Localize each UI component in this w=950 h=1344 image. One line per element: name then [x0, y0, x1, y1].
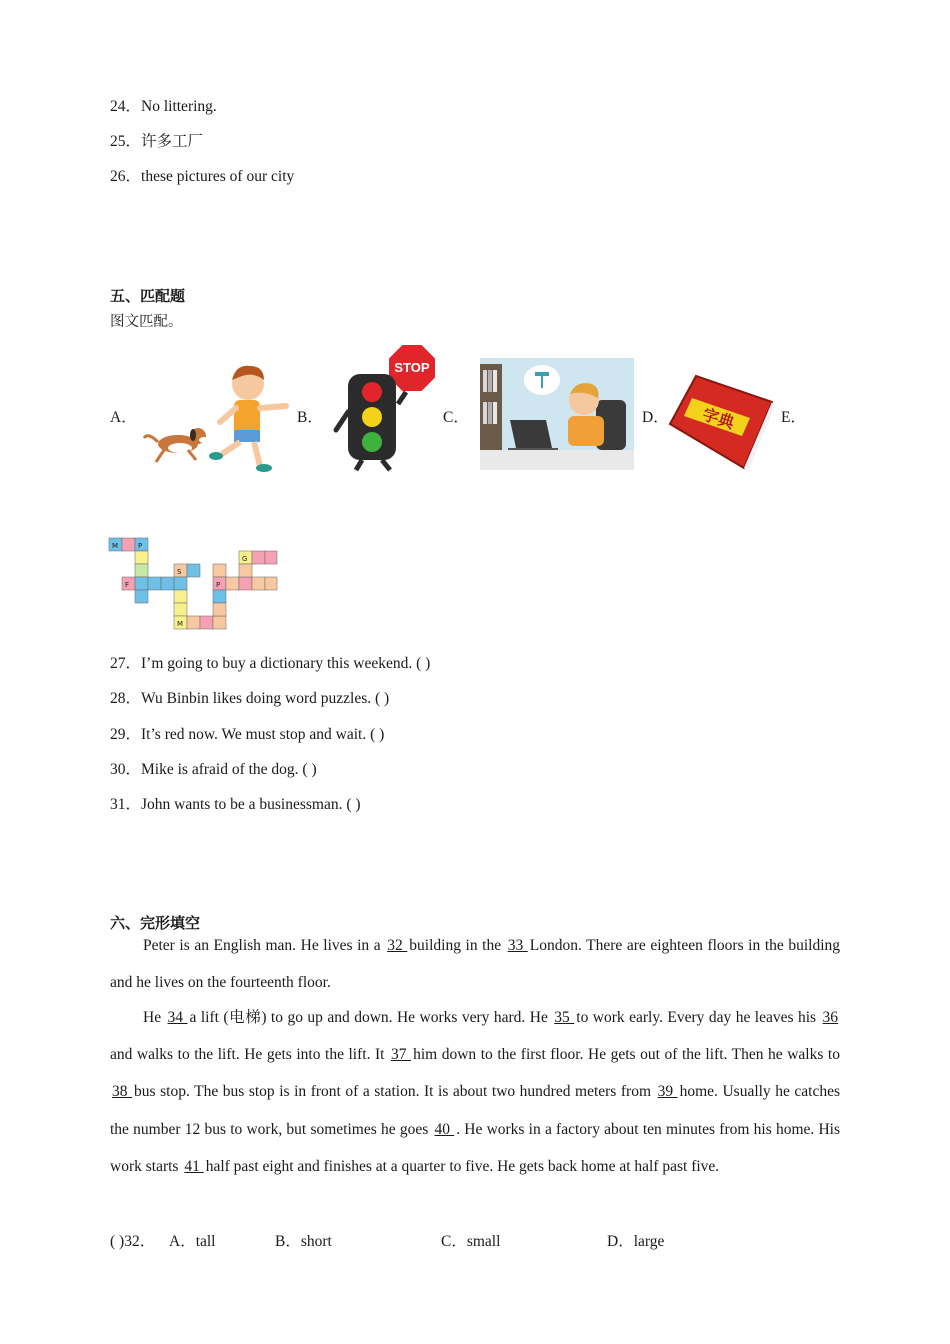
- q32-option-d[interactable]: D．large: [607, 1233, 665, 1250]
- blank-37[interactable]: 37: [391, 1046, 412, 1064]
- stop-sign-text: STOP: [394, 360, 430, 375]
- question-28: 28．Wu Binbin likes doing word puzzles. ( ): [110, 690, 390, 707]
- q32-option-a[interactable]: A．tall: [169, 1233, 216, 1250]
- item-26: 26．these pictures of our city: [110, 168, 295, 185]
- label-e: E．: [781, 409, 806, 426]
- dictionary-title: 字典: [700, 404, 737, 433]
- businessman-image: [480, 358, 634, 470]
- section5-instruction: 图文匹配。: [110, 314, 183, 330]
- section5-title: 五、匹配题: [110, 287, 186, 305]
- q32-option-c[interactable]: C．small: [441, 1233, 501, 1250]
- crossword-letter-g: G: [242, 555, 248, 563]
- dictionary-image: [668, 372, 776, 472]
- question-29: 29．It’s red now. We must stop and wait. ( ): [110, 726, 385, 743]
- cloze-paragraph-2: He 34 a lift (电梯) to go up and down. He works very hard. He 35 to work early. Every day he leaves his 36 and walks to the lift. He gets into the lift. It 37 him down to the first floor. He gets out of the lift. Then he walks to 38 bus stop. The bus stop is in front of a station. It is about two hundred meters from 39 home. Usually he catches the number 12 bus to work, but sometimes he goes 40 . He works in a factory about ten minutes from his home. His work starts 41 half past eight and finishes at a quarter to five. He gets back home at half past five.: [110, 1009, 841, 1175]
- dog-icon: [144, 428, 209, 462]
- label-a: A．: [110, 409, 137, 426]
- running-boy-icon: [209, 366, 286, 472]
- crossword-puzzle-image: [109, 538, 277, 630]
- speech-bubble-icon: [524, 365, 560, 395]
- blank-32[interactable]: 32: [387, 937, 408, 954]
- crossword-letter-p: P: [138, 542, 143, 550]
- q32-prefix: ( )32．: [110, 1233, 156, 1250]
- section6-title: 六、完形填空: [110, 914, 201, 932]
- blank-40[interactable]: 40: [434, 1120, 455, 1138]
- blank-35[interactable]: 35: [554, 1009, 575, 1026]
- crossword-icon: [109, 538, 277, 629]
- blank-38[interactable]: 38: [112, 1083, 133, 1101]
- label-d: D．: [642, 409, 669, 426]
- q32-option-b[interactable]: B．short: [275, 1233, 332, 1250]
- cloze-paragraph-1: Peter is an English man. He lives in a 32 building in the 33 London. There are eighteen floors in the building and he lives on the fourteenth floor.: [110, 937, 840, 992]
- question-30: 30．Mike is afraid of the dog. ( ): [110, 761, 317, 778]
- blank-41[interactable]: 41: [184, 1157, 204, 1175]
- label-c: C．: [443, 409, 469, 426]
- blank-39[interactable]: 39: [657, 1083, 678, 1101]
- item-24: 24．No littering.: [110, 98, 217, 115]
- dictionary-icon: [670, 376, 774, 472]
- crossword-letter-m2: M: [177, 620, 184, 628]
- crossword-letter-p2: P: [216, 581, 221, 589]
- bookshelf-icon: [480, 364, 502, 456]
- question-31: 31．John wants to be a businessman. ( ): [110, 796, 361, 813]
- crossword-letter-s: S: [177, 568, 182, 576]
- item-25: 25．许多工厂: [110, 133, 204, 150]
- boy-and-dog-image: [136, 362, 294, 472]
- traffic-light-image: [334, 342, 439, 472]
- crossword-letter-f: F: [125, 581, 130, 589]
- blank-33[interactable]: 33: [507, 937, 528, 954]
- question-27: 27．I’m going to buy a dictionary this weekend. ( ): [110, 655, 431, 672]
- crossword-letter-m: M: [112, 542, 119, 550]
- blank-36[interactable]: 36: [822, 1009, 839, 1026]
- blank-34[interactable]: 34: [167, 1009, 188, 1026]
- traffic-light-icon: [336, 374, 396, 470]
- label-b: B．: [297, 409, 323, 426]
